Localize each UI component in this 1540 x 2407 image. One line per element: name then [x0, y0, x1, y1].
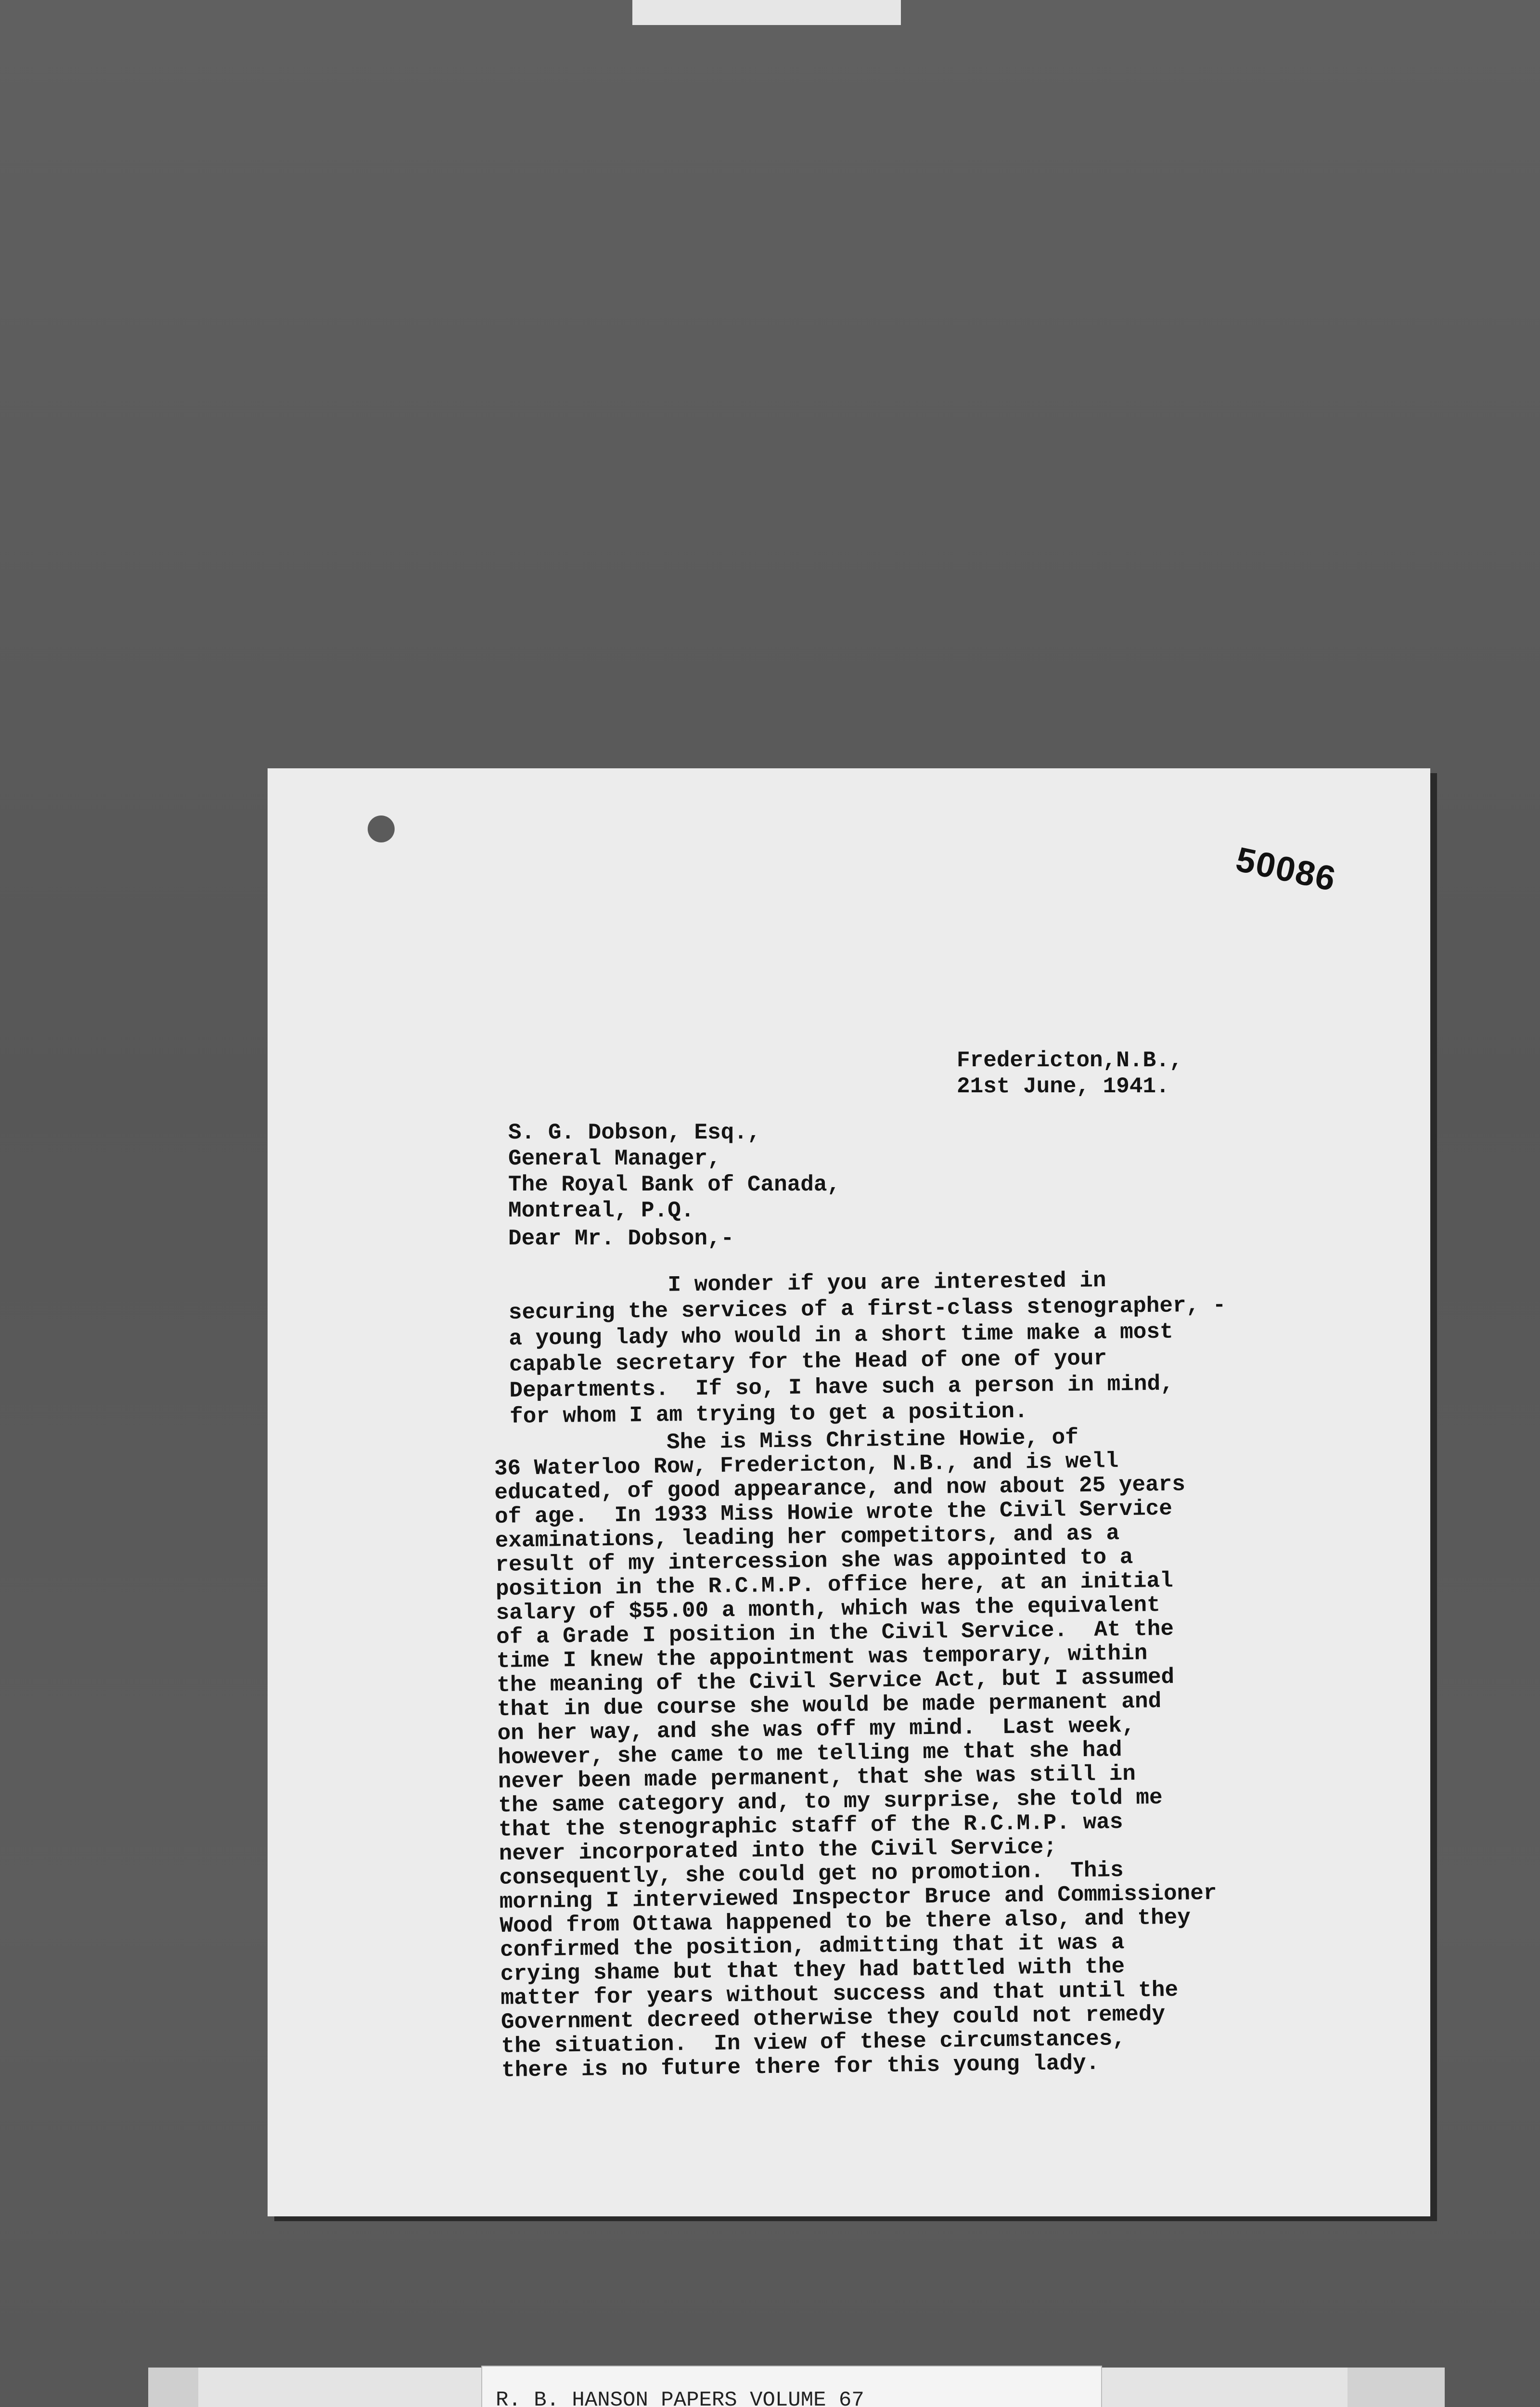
letter-page — [268, 768, 1430, 2216]
document-number: 50086 — [1232, 840, 1340, 899]
punch-hole — [368, 815, 395, 842]
volume-label: R. B. HANSON PAPERS VOLUME 67 — [481, 2366, 1102, 2407]
label-edge-left — [148, 2368, 198, 2407]
salutation: Dear Mr. Dobson,- — [508, 1226, 734, 1251]
label-edge-right — [1348, 2368, 1445, 2407]
dateline: Fredericton,N.B., 21st June, 1941. — [957, 1048, 1183, 1099]
paragraph-2: She is Miss Christine Howie, of 36 Waterloo Row, Fredericton, N.B., and is well educated, of good appearance, and now about 25 years of age. In 1933 Miss Howie wrote the Civil Service examinations, leading her competitors, and as a result of my intercession she was appointed to a position in the R.C.M.P. office here, at an initial salary of $55.00 a month, which was the equivalent of a Grade I position in the Civil Service. At the time I knew the appointment was temporary, within the meaning of the Civil Service Act, but I assumed that in due course she would be made permanent and on her way, and she was off my mind. Last week, however, she came to me telling me that she had never been made permanent, that she was still in the same category and, to my surprise, she told me that the stenographic staff of the R.C.M.P. was never incorporated into the Civil Service; consequently, she could get no promotion. This morning I interviewed Inspector Bruce and Commissioner Wood from Ottawa happened to be there also, and they confirmed the position, admitting that it was a crying shame but that they had battled with the matter for years without success and that until the Government decreed otherwise they could not remedy the situation. In view of these circumstances, there is no future there for this young lady. — [493, 1425, 1217, 2083]
paragraph-1: I wonder if you are interested in securing the services of a first-class stenographer, - a young lady who would in a short time make a most capable secretary for the Head of one of your Departments. If so, I have such a person in mind, for whom I am trying to get a position. — [508, 1268, 1226, 1429]
recipient-address: S. G. Dobson, Esq., General Manager, The Royal Bank of Canada, Montreal, P.Q. — [508, 1120, 841, 1223]
top-film-strip — [632, 0, 901, 25]
